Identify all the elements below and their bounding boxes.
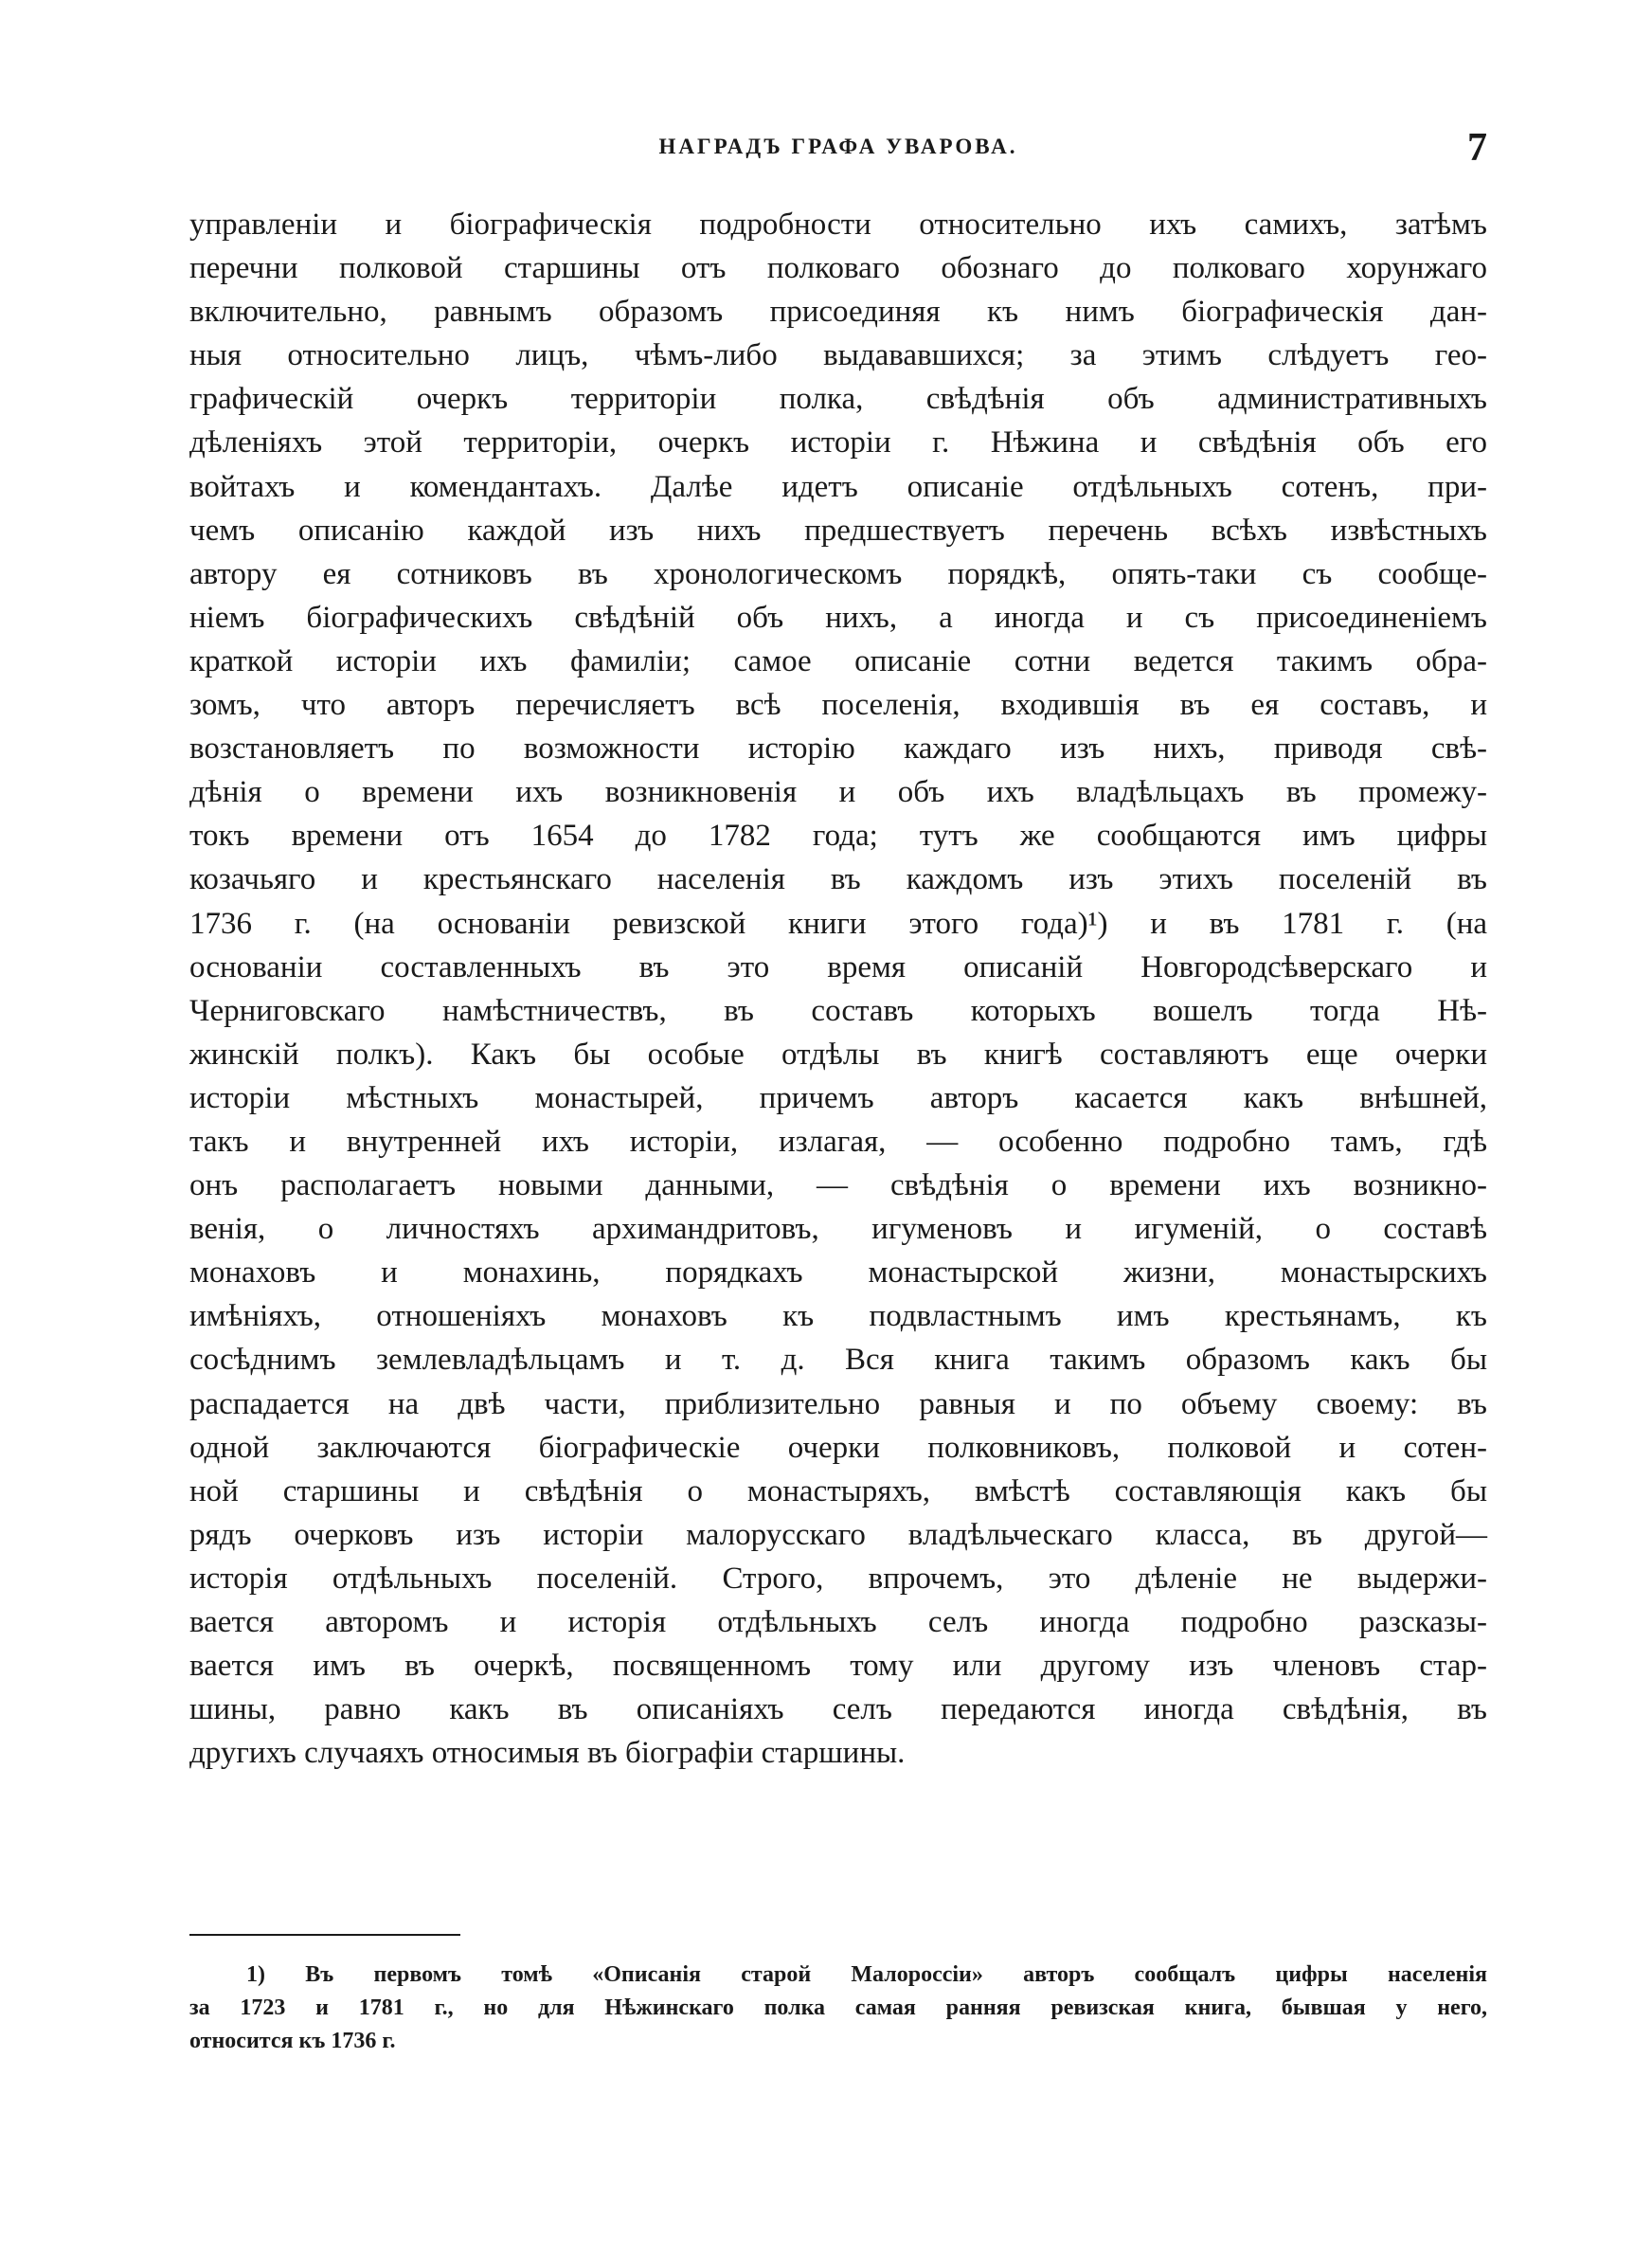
text-line: зомъ, что авторъ перечисляетъ всѣ поселенія, входившія въ ея составъ, и [189,688,1487,723]
text-line: жинскій полкъ). Какъ бы особые отдѣлы въ книгѣ составляютъ еще очерки [189,1037,1487,1072]
text-line: ніемъ біографическихъ свѣдѣній объ нихъ, а иногда и съ присоединеніемъ [189,600,1487,635]
text-line: венія, о личностяхъ архимандритовъ, игуменовъ и игуменій, о составѣ [189,1212,1487,1247]
text-line: такъ и внутренней ихъ исторіи, излагая, — особенно подробно тамъ, гдѣ [189,1124,1487,1159]
text-line: вается авторомъ и исторія отдѣльныхъ селъ иногда подробно разсказы- [189,1605,1487,1639]
footnote-line: 1) Въ первомъ томѣ «Описанія старой Малороссіи» авторъ сообщалъ цифры населенія [246,1962,1487,1987]
text-line: другихъ случаяхъ относимыя въ біографіи старшины. [189,1736,906,1771]
text-line: дѣленіяхъ этой территоріи, очеркъ исторіи г. Нѣжина и свѣдѣнія объ его [189,425,1487,460]
text-line: дѣнія о времени ихъ возникновенія и объ ихъ владѣльцахъ въ промежу- [189,775,1487,810]
running-head: НАГРАДЪ ГРАФА УВАРОВА. [658,135,1018,158]
text-line: перечни полковой старшины отъ полковаго обознаго до полковаго хорунжаго [189,251,1487,286]
text-line: ной старшины и свѣдѣнія о монастыряхъ, вмѣстѣ составляющія какъ бы [189,1473,1487,1508]
text-line: шины, равно какъ въ описаніяхъ селъ передаются иногда свѣдѣнія, въ [189,1692,1487,1727]
text-line: токъ времени отъ 1654 до 1782 года; тутъ же сообщаются имъ цифры [189,819,1487,854]
footnote-line: относится къ 1736 г. [189,2029,396,2053]
text-line: козачьяго и крестьянскаго населенія въ каждомъ изъ этихъ поселеній въ [189,862,1487,897]
text-line: вается имъ въ очеркѣ, посвященномъ тому или другому изъ членовъ стар- [189,1649,1487,1684]
text-line: графическій очеркъ территоріи полка, свѣдѣнія объ административныхъ [189,382,1487,417]
page-number: 7 [1467,126,1487,170]
footnote-line: за 1723 и 1781 г., но для Нѣжинскаго полка самая ранняя ревизская книга, бывшая у него, [189,1995,1487,2020]
text-line: 1736 г. (на основаніи ревизской книги этого года)¹) и въ 1781 г. (на [189,906,1487,941]
text-line: монаховъ и монахинь, порядкахъ монастырской жизни, монастырскихъ [189,1255,1487,1291]
text-line: онъ располагаетъ новыми данными, — свѣдѣнія о времени ихъ возникно- [189,1168,1487,1203]
text-line: управленіи и біографическія подробности относительно ихъ самихъ, затѣмъ [189,208,1487,242]
text-line: одной заключаются біографическіе очерки полковниковъ, полковой и сотен- [189,1430,1487,1465]
body-text [189,203,1487,1775]
text-line: Черниговскаго намѣстничествъ, въ составъ которыхъ вошелъ тогда Нѣ- [189,993,1487,1028]
text-line: исторіи мѣстныхъ монастырей, причемъ авторъ касается какъ внѣшней, [189,1080,1487,1115]
footnote-divider [189,1934,460,1936]
text-line: чемъ описанію каждой изъ нихъ предшествуетъ перечень всѣхъ извѣстныхъ [189,513,1487,548]
text-line: сосѣднимъ землевладѣльцамъ и т. д. Вся книга такимъ образомъ какъ бы [189,1343,1487,1378]
text-line: имѣніяхъ, отношеніяхъ монаховъ къ подвластнымъ имъ крестьянамъ, къ [189,1299,1487,1334]
text-line: краткой исторіи ихъ фамиліи; самое описаніе сотни ведется такимъ обра- [189,643,1487,678]
text-line: включительно, равнымъ образомъ присоединяя къ нимъ біографическія дан- [189,295,1487,330]
text-line: рядъ очерковъ изъ исторіи малорусскаго владѣльческаго класса, въ другой— [189,1517,1487,1552]
text-line: ныя относительно лицъ, чѣмъ-либо выдававшихся; за этимъ слѣдуетъ гео- [189,338,1487,373]
page-header [189,125,1487,172]
text-line: возстановляетъ по возможности исторію каждаго изъ нихъ, приводя свѣ- [189,731,1487,767]
text-line: основаніи составленныхъ въ это время описаній Новгородсѣверскаго и [189,949,1487,984]
footnote [189,1959,1487,2058]
text-line: войтахъ и комендантахъ. Далѣе идетъ описаніе отдѣльныхъ сотенъ, при- [189,469,1487,504]
text-line: автору ея сотниковъ въ хронологическомъ порядкѣ, опять-таки съ сообще- [189,556,1487,591]
text-line: исторія отдѣльныхъ поселеній. Строго, впрочемъ, это дѣленіе не выдержи- [189,1561,1487,1596]
text-line: распадается на двѣ части, приблизительно равныя и по объему своему: въ [189,1386,1487,1421]
